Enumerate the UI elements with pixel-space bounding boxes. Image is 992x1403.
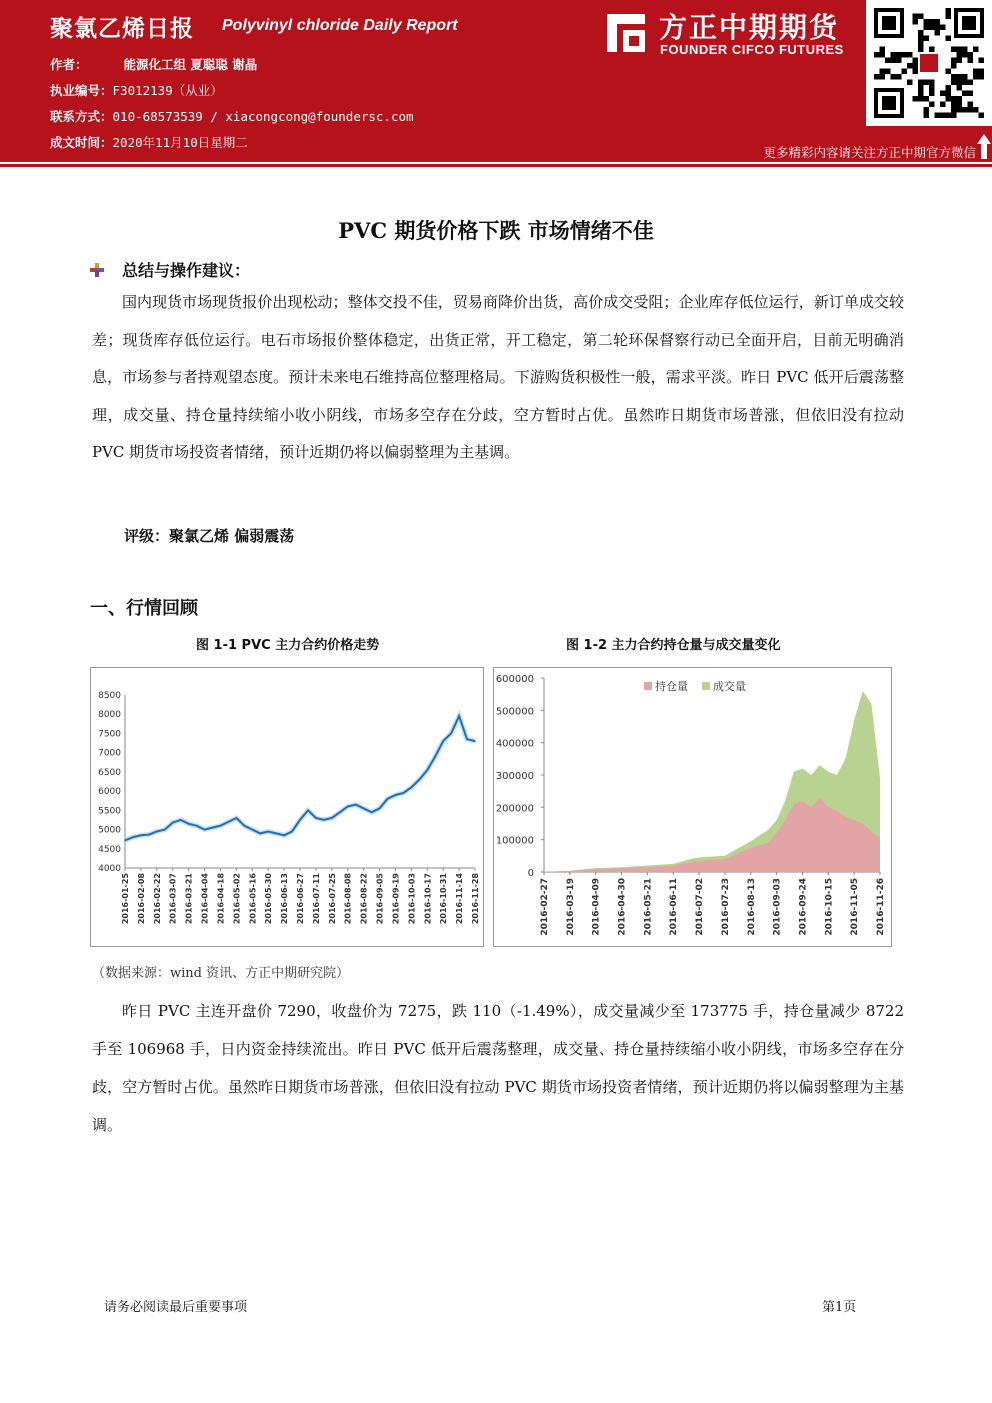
- figure-caption-volume: 图 1-2 主力合约持仓量与成交量变化: [566, 638, 781, 653]
- follow-wechat-text: 更多精彩内容请关注方正中期官方微信: [763, 145, 976, 160]
- x-tick-label: 2016-07-23: [720, 878, 731, 936]
- y-tick-label: 100000: [495, 835, 534, 847]
- logo-text-cn: 方正中期期货: [659, 11, 840, 44]
- data-source-note: （数据来源：wind 资讯、方正中期研究院）: [92, 966, 350, 981]
- y-tick-label: 6500: [98, 767, 121, 778]
- price-point: [251, 829, 253, 831]
- price-point: [204, 829, 206, 831]
- x-tick-label: 2016-03-19: [565, 878, 576, 936]
- price-point: [363, 808, 365, 810]
- price-point: [307, 810, 309, 812]
- y-tick-label: 600000: [495, 674, 534, 685]
- area-series-持仓量: [544, 798, 880, 872]
- x-tick-label: 2016-03-21: [184, 873, 194, 925]
- license-value: F3012139（从业）: [112, 83, 223, 98]
- price-point: [124, 840, 126, 842]
- contact-label: 联系方式：: [50, 109, 113, 124]
- summary-heading: [90, 258, 250, 281]
- logo-text-en: FOUNDER CIFCO FUTURES: [660, 42, 844, 57]
- license-label: 执业编号：: [50, 83, 113, 98]
- x-tick-label: 2016-02-27: [540, 878, 550, 936]
- x-tick-label: 2016-11-26: [876, 878, 886, 936]
- x-tick-label: 2016-07-25: [327, 873, 337, 925]
- x-tick-label: 2016-08-08: [343, 873, 353, 925]
- y-tick-label: 7000: [98, 748, 121, 759]
- x-tick-label: 2016-05-16: [248, 873, 258, 925]
- y-tick-label: 500000: [495, 706, 534, 718]
- x-tick-label: 2016-04-18: [216, 873, 226, 925]
- x-tick-label: 2016-07-02: [695, 878, 706, 936]
- x-tick-label: 2016-08-22: [359, 873, 369, 925]
- y-tick-label: 6000: [98, 787, 121, 798]
- price-point: [411, 786, 413, 788]
- price-point: [474, 740, 476, 742]
- date-value: 2020年11月10日星期二: [112, 135, 248, 150]
- author-label: 作者：: [50, 57, 88, 72]
- price-point: [236, 817, 238, 819]
- price-point: [458, 715, 460, 717]
- price-point: [355, 804, 357, 806]
- date-line: [50, 133, 248, 151]
- price-point: [267, 831, 269, 833]
- price-chart: [90, 667, 484, 947]
- market-review-paragraph: 昨日 PVC 主连开盘价 7290，收盘价为 7275，跌 110（-1.49%），成交量减少至 173775 手，持仓量减少 8722 手至 106968 手，日内资金持续流出。昨日 PVC 低开后震荡整理，成交量、持仓量持续缩小收小阴线，市场多空存在分歧，空方暂时占优。虽然昨日期货市场普涨，但依旧没有拉动 PVC 期货市场投资者情绪，预计近期仍将以偏弱整理为主基调。: [92, 1002, 904, 1134]
- legend-swatch: [702, 682, 710, 690]
- x-tick-label: 2016-09-19: [391, 873, 401, 925]
- rating-line: 评级：聚氯乙烯 偏弱震荡: [124, 527, 295, 545]
- price-point: [434, 756, 436, 758]
- x-tick-label: 2016-10-15: [824, 878, 835, 936]
- price-point: [371, 811, 373, 813]
- x-tick-label: 2016-08-13: [746, 878, 757, 936]
- x-tick-label: 2016-09-05: [375, 873, 385, 925]
- price-point: [283, 835, 285, 837]
- price-point: [315, 817, 317, 819]
- x-tick-label: 2016-05-30: [264, 873, 274, 925]
- price-chart-svg: [91, 668, 483, 946]
- x-tick-label: 2016-09-24: [798, 878, 809, 936]
- x-tick-label: 2016-06-27: [296, 873, 305, 925]
- x-tick-label: 2016-03-07: [168, 873, 178, 925]
- y-tick-label: 300000: [495, 771, 534, 782]
- price-point: [323, 819, 325, 821]
- price-point: [379, 808, 381, 810]
- price-point: [132, 836, 134, 838]
- price-point: [244, 825, 246, 827]
- x-tick-label: 2016-10-03: [407, 873, 417, 925]
- author-line: [50, 55, 257, 73]
- y-tick-label: 5000: [98, 825, 121, 836]
- y-tick-label: 4000: [98, 864, 121, 874]
- section-heading-market-review: 一、行情回顾: [90, 598, 198, 619]
- price-point: [188, 823, 190, 825]
- date-label: 成文时间：: [50, 135, 113, 150]
- price-point: [331, 817, 333, 819]
- summary-heading-text: 总结与操作建议：: [122, 261, 251, 280]
- x-tick-label: 2016-09-03: [772, 878, 783, 936]
- x-tick-label: 2016-10-31: [439, 873, 449, 925]
- bullet-diamond-icon: [90, 263, 104, 277]
- header-divider: [0, 164, 992, 167]
- qr-code-icon: [866, 0, 992, 126]
- price-point: [442, 740, 444, 742]
- figure-caption-price: 图 1-1 PVC 主力合约价格走势: [196, 638, 380, 653]
- x-tick-label: 2016-11-05: [850, 878, 861, 936]
- price-point: [450, 733, 452, 735]
- price-point: [172, 822, 174, 824]
- y-tick-label: 5500: [98, 806, 121, 817]
- price-point: [259, 833, 261, 835]
- price-point: [291, 831, 293, 833]
- y-tick-label: 4500: [98, 844, 121, 855]
- author-value: 能源化工组 夏聪聪 谢晶: [123, 57, 258, 72]
- license-line: [50, 81, 223, 99]
- summary-paragraph: 国内现货市场现货报价出现松动；整体交投不佳，贸易商降价出货，高价成交受阻；企业库存低位运行，新订单成交较差；现货库存低位运行。电石市场报价整体稳定，出货正常，开工稳定，第二轮环保督察行动已全面开启，目前无明确消息，市场参与者持观望态度。预计未来电石维持高位整理格局。下游购货积极性一般，需求平淡。昨日 PVC 低开后震荡整理，成交量、持仓量持续缩小收小阴线，市场多空存在分歧，空方暂时占优。虽然昨日期货市场普涨，但依旧没有拉动 PVC 期货市场投资者情绪，预计近期仍将以偏弱整理为主基调。: [92, 293, 904, 461]
- price-point: [395, 794, 397, 796]
- document-title: PVC 期货价格下跌 市场情绪不佳: [338, 218, 654, 243]
- price-point: [148, 834, 150, 836]
- price-point: [220, 825, 222, 827]
- price-point: [403, 792, 405, 794]
- x-tick-label: 2016-02-22: [152, 873, 162, 925]
- legend-swatch: [644, 682, 652, 690]
- x-tick-label: 2016-07-11: [311, 873, 321, 925]
- volume-chart: [493, 667, 892, 947]
- volume-chart-svg: [494, 668, 891, 946]
- report-title-en: Polyvinyl chloride Daily Report: [222, 17, 458, 34]
- up-arrow-icon: [976, 132, 992, 160]
- price-point: [140, 835, 142, 837]
- y-tick-label: 400000: [495, 738, 534, 750]
- y-tick-label: 200000: [495, 803, 534, 815]
- founder-logo-icon: [603, 10, 649, 56]
- price-point: [196, 825, 198, 827]
- price-point: [347, 806, 349, 808]
- contact-line: [50, 107, 414, 125]
- x-tick-label: 2016-04-04: [200, 873, 210, 925]
- y-tick-label: 8000: [98, 710, 121, 721]
- price-point: [466, 738, 468, 740]
- price-point: [419, 779, 421, 781]
- price-point: [387, 798, 389, 800]
- x-tick-label: 2016-06-11: [669, 878, 680, 936]
- x-tick-label: 2016-05-21: [643, 878, 654, 936]
- x-tick-label: 2016-11-28: [471, 873, 480, 925]
- price-point: [228, 821, 230, 823]
- y-tick-label: 7500: [98, 729, 121, 740]
- price-point: [164, 829, 166, 831]
- price-point: [156, 831, 158, 833]
- page-number: 第1页: [822, 1300, 857, 1315]
- price-point: [275, 833, 277, 835]
- footer-disclaimer-note: 请务必阅读最后重要事项: [104, 1300, 248, 1315]
- y-tick-label: 0: [527, 868, 534, 879]
- legend-label: 持仓量: [655, 680, 688, 693]
- price-point: [339, 811, 341, 813]
- x-tick-label: 2016-06-13: [280, 873, 290, 925]
- report-title-cn: 聚氯乙烯日报: [50, 16, 194, 42]
- x-tick-label: 2016-02-08: [136, 873, 146, 925]
- x-tick-label: 2016-05-02: [232, 873, 242, 925]
- x-tick-label: 2016-01-25: [121, 873, 130, 925]
- report-header: [0, 0, 992, 162]
- price-point: [299, 819, 301, 821]
- price-point: [212, 827, 214, 829]
- price-point: [180, 819, 182, 821]
- contact-value[interactable]: 010-68573539 / xiacongcong@foundersc.com: [112, 109, 414, 124]
- x-tick-label: 2016-04-30: [617, 878, 628, 936]
- legend-label: 成交量: [713, 680, 746, 693]
- x-tick-label: 2016-11-14: [455, 873, 465, 925]
- y-tick-label: 8500: [98, 691, 121, 701]
- x-tick-label: 2016-04-09: [591, 878, 602, 936]
- x-tick-label: 2016-10-17: [423, 873, 433, 925]
- price-point: [426, 769, 428, 771]
